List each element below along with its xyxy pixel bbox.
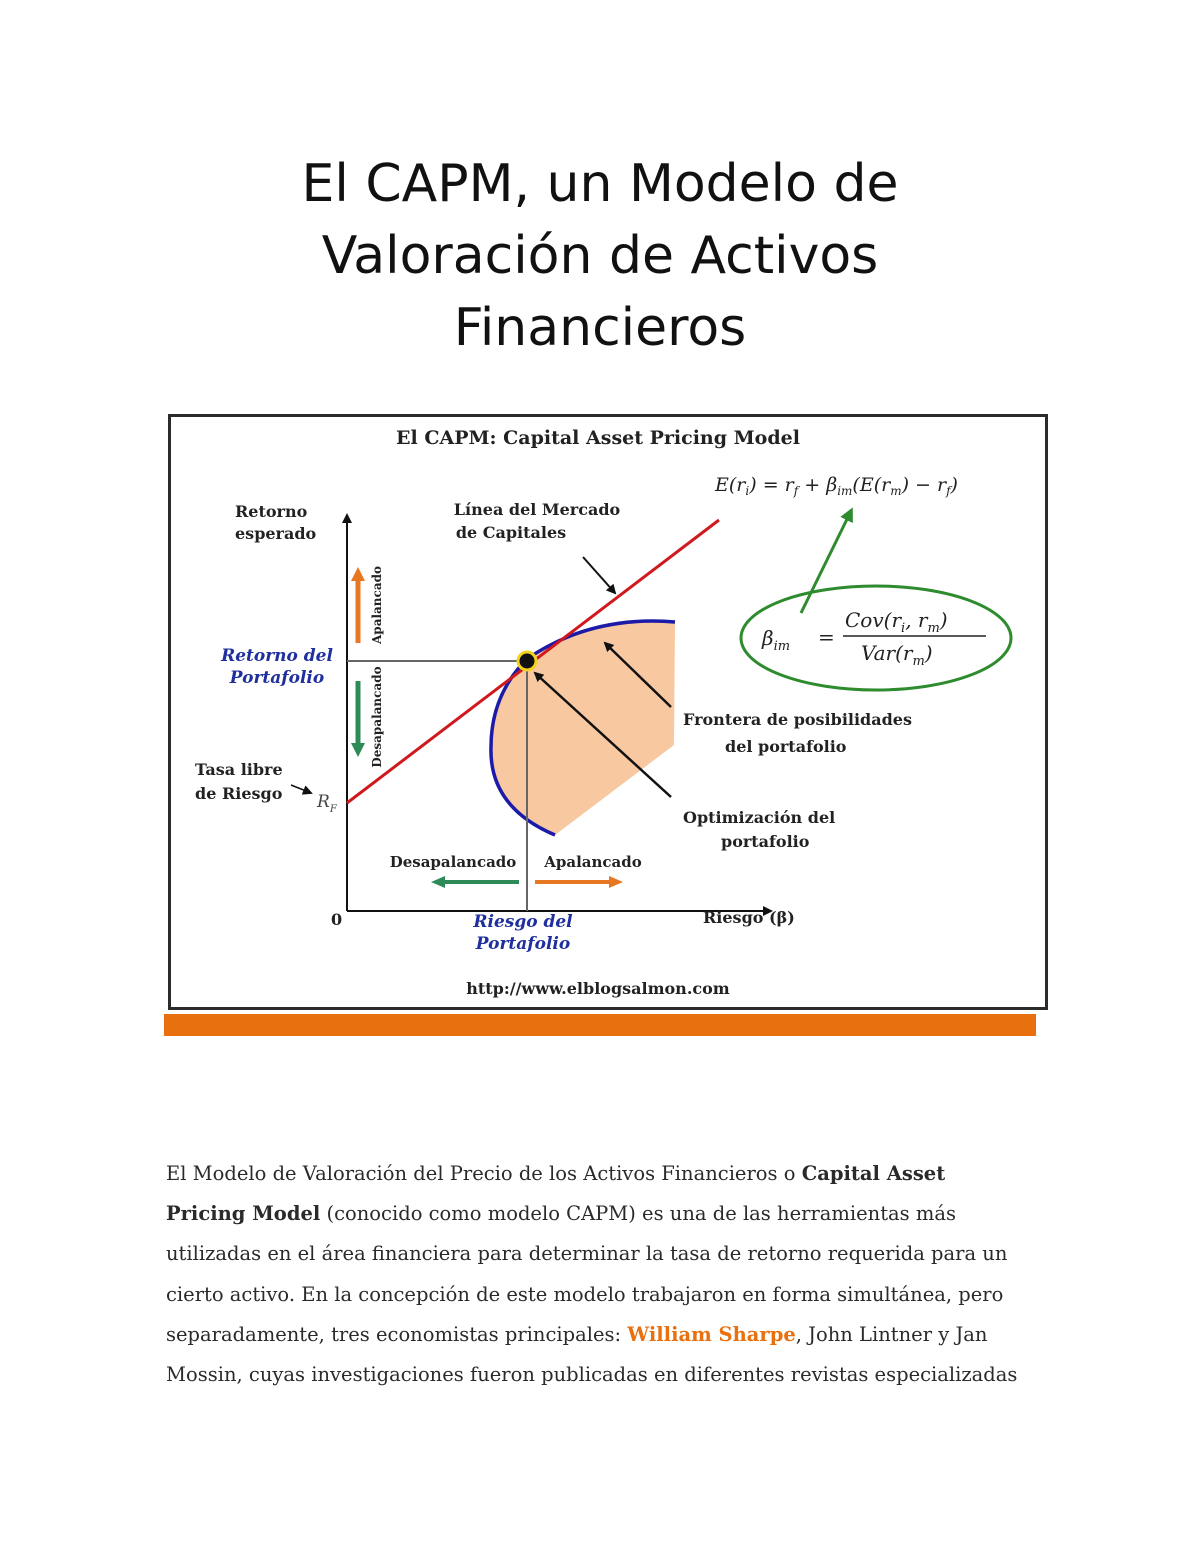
paragraph-text: El Modelo de Valoración del Precio de los Activos Financieros o bbox=[166, 1162, 802, 1185]
beta-ellipse bbox=[741, 586, 1011, 690]
leverage-horizontal-label: Apalancado bbox=[544, 853, 642, 871]
beta-symbol: $\beta_{im}$ bbox=[762, 626, 791, 654]
x-axis-label: Riesgo (β) bbox=[703, 908, 795, 927]
title-line-1: El CAPM, un Modelo de bbox=[301, 154, 899, 214]
title-line-2: Valoración de Activos bbox=[321, 226, 879, 286]
leverage-vertical-label: Apalancado bbox=[370, 565, 384, 645]
feasible-region bbox=[491, 621, 675, 835]
frontier-label-2: del portafolio bbox=[725, 737, 847, 756]
deleverage-vertical-label: Desapalancado bbox=[370, 666, 384, 768]
figure-header: El CAPM: Capital Asset Pricing Model bbox=[396, 427, 800, 449]
frontier-label-1: Frontera de posibilidades bbox=[683, 710, 912, 729]
portfolio-risk-label-2: Portafolio bbox=[475, 934, 571, 954]
optimization-label-2: portafolio bbox=[721, 832, 810, 851]
y-axis-label-2: esperado bbox=[235, 524, 317, 543]
capm-formula: $E(r_i) = r_f + \beta_{im}(E(r_m) - r_f)$ bbox=[715, 474, 958, 498]
beta-to-formula-arrow bbox=[801, 511, 851, 613]
leverage-right-arrowhead bbox=[609, 876, 623, 888]
paragraph-line-6: Mossin, cuyas investigaciones fueron publicadas en diferentes revistas especializadas bbox=[166, 1363, 1018, 1387]
paragraph-text: separadamente, tres economistas principales: bbox=[166, 1322, 628, 1346]
beta-numerator: $Cov(r_i$, $r_m$) bbox=[845, 608, 948, 636]
beta-equals: = bbox=[818, 625, 835, 649]
risk-free-label-2: de Riesgo bbox=[195, 784, 283, 803]
accent-divider bbox=[164, 1014, 1036, 1036]
page-title bbox=[0, 148, 1200, 364]
deleverage-horizontal-label: Desapalancado bbox=[389, 853, 517, 871]
paragraph-line-3: utilizadas en el área financiera para determinar la tasa de retorno requerida para un bbox=[166, 1242, 1008, 1266]
risk-free-pointer bbox=[291, 785, 311, 793]
rf-symbol: $R_F$ bbox=[317, 792, 337, 815]
portfolio-return-label-1: Retorno del bbox=[221, 646, 333, 666]
bold-term: Pricing Model bbox=[166, 1202, 321, 1226]
william-sharpe-link[interactable]: William Sharpe bbox=[627, 1322, 796, 1346]
y-axis-label-1: Retorno bbox=[235, 502, 308, 521]
intro-paragraph bbox=[166, 1154, 1046, 1395]
beta-denominator: $Var(r_m)$ bbox=[861, 641, 933, 669]
leverage-up-arrowhead bbox=[351, 567, 365, 581]
title-line-3: Financieros bbox=[453, 298, 747, 358]
bold-term: Capital Asset bbox=[801, 1162, 946, 1185]
paragraph-text: (conocido como modelo CAPM) es una de las herramientas más bbox=[320, 1202, 957, 1226]
optimization-label-1: Optimización del bbox=[683, 808, 836, 827]
cml-label-2: de Capitales bbox=[455, 523, 567, 542]
deleverage-left-arrowhead bbox=[431, 876, 445, 888]
cml-pointer bbox=[583, 557, 615, 593]
capm-figure bbox=[168, 414, 1048, 1010]
risk-free-label-1: Tasa libre bbox=[195, 760, 283, 779]
paragraph-line-4: cierto activo. En la concepción de este modelo trabajaron en forma simultánea, pero bbox=[166, 1282, 1004, 1306]
paragraph-line-1 bbox=[166, 1154, 1046, 1194]
optimal-portfolio-point bbox=[518, 652, 536, 670]
paragraph-line-2 bbox=[166, 1194, 1046, 1234]
source-url: http://www.elblogsalmon.com bbox=[466, 979, 730, 998]
deleverage-down-arrowhead bbox=[351, 743, 365, 757]
portfolio-return-label-2: Portafolio bbox=[229, 668, 325, 688]
capm-diagram bbox=[171, 417, 1045, 1007]
paragraph-line-5 bbox=[166, 1315, 1046, 1355]
portfolio-risk-label-1: Riesgo del bbox=[473, 912, 573, 932]
origin-label: 0 bbox=[331, 910, 343, 929]
paragraph-text: , John Lintner y Jan bbox=[795, 1322, 988, 1346]
cml-label-1: Línea del Mercado bbox=[453, 500, 621, 519]
